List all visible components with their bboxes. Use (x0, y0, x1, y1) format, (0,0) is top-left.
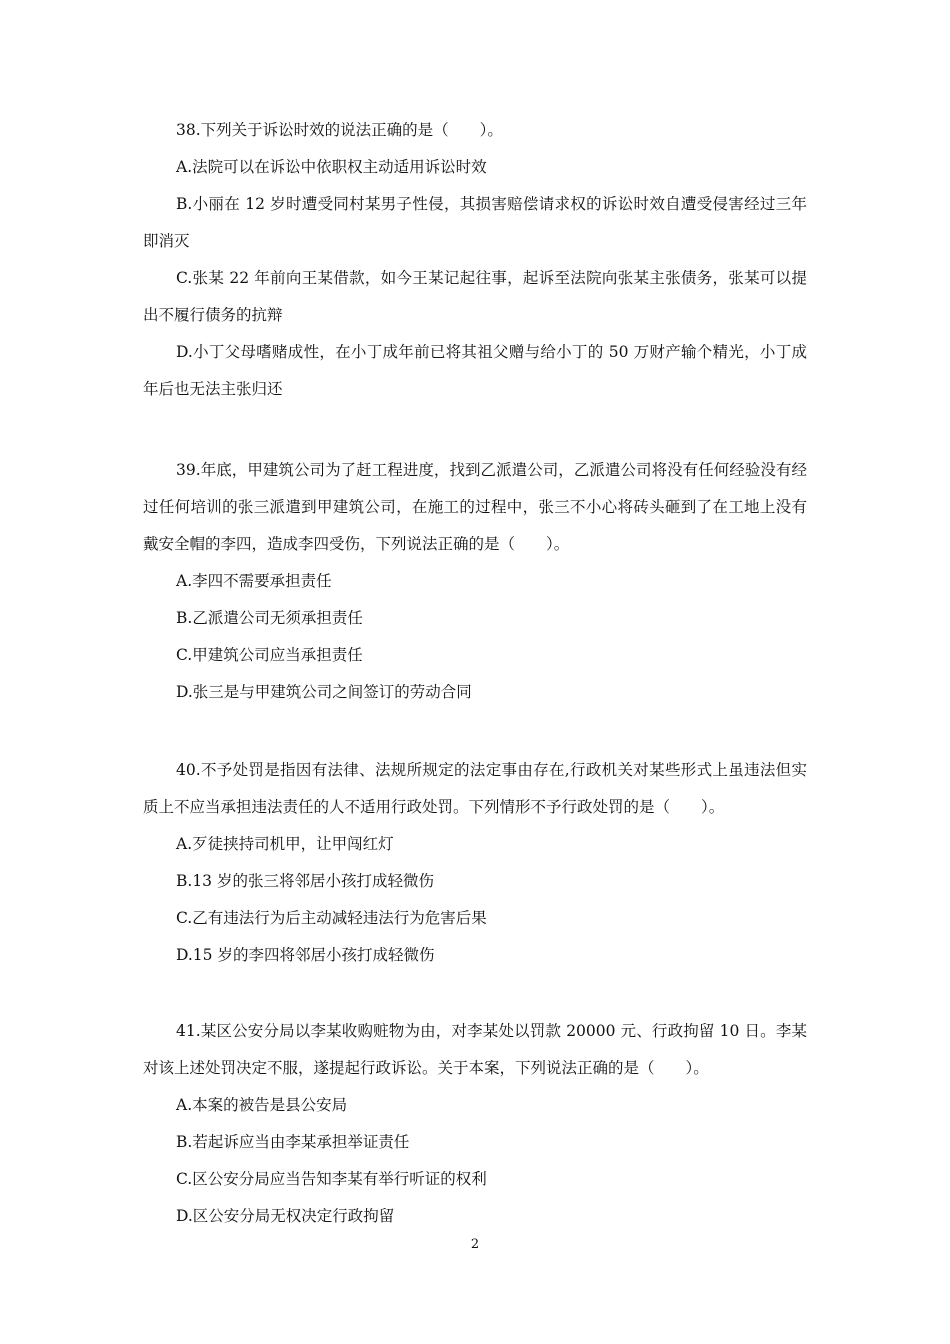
option-c: C.乙有违法行为后主动减轻违法行为危害后果 (176, 909, 487, 927)
question-40 (143, 752, 807, 974)
option-a: A.本案的被告是县公安局 (176, 1096, 348, 1114)
option-a: A.法院可以在诉讼中依职权主动适用诉讼时效 (176, 158, 487, 176)
option-b: B.小丽在 12 岁时遭受同村某男子性侵，其损害赔偿请求权的诉讼时效自遭受侵害经过三年即消灭 (143, 195, 807, 250)
question-stem: 40.不予处罚是指因有法律、法规所规定的法定事由存在,行政机关对某些形式上虽违法但实质上不应当承担违法责任的人不适用行政处罚。下列情形不予行政处罚的是（ ）。 (143, 761, 807, 816)
question-stem: 41.某区公安分局以李某收购赃物为由，对李某处以罚款 20000 元、行政拘留 10 日。李某对该上述处罚决定不服，遂提起行政诉讼。关于本案，下列说法正确的是（ ）。 (143, 1022, 807, 1077)
option-c: C.张某 22 年前向王某借款，如今王某记起往事，起诉至法院向张某主张债务，张某可以提出不履行债务的抗辩 (143, 269, 807, 324)
option-d: D.小丁父母嗜赌成性，在小丁成年前已将其祖父赠与给小丁的 50 万财产输个精光，小丁成年后也无法主张归还 (143, 343, 807, 398)
page-number: 2 (470, 1237, 480, 1252)
option-c: C.甲建筑公司应当承担责任 (176, 646, 363, 664)
question-stem: 38.下列关于诉讼时效的说法正确的是（ ）。 (176, 121, 503, 139)
question-39 (143, 452, 807, 711)
question-38 (143, 112, 807, 408)
option-a: A.李四不需要承担责任 (176, 572, 332, 590)
question-41 (143, 1013, 807, 1235)
option-a: A.歹徒挟持司机甲，让甲闯红灯 (176, 835, 394, 853)
option-d: D.15 岁的李四将邻居小孩打成轻微伤 (176, 946, 435, 964)
option-c: C.区公安分局应当告知李某有举行听证的权利 (176, 1170, 487, 1188)
option-b: B.若起诉应当由李某承担举证责任 (176, 1133, 410, 1151)
question-stem: 39.年底，甲建筑公司为了赶工程进度，找到乙派遣公司，乙派遣公司将没有任何经验没有经过任何培训的张三派遣到甲建筑公司，在施工的过程中，张三不小心将砖头砸到了在工地上没有戴安全帽的李四，造成李四受伤，下列说法正确的是（ ）。 (143, 461, 807, 553)
option-b: B.13 岁的张三将邻居小孩打成轻微伤 (176, 872, 434, 890)
option-b: B.乙派遣公司无须承担责任 (176, 609, 363, 627)
option-d: D.张三是与甲建筑公司之间签订的劳动合同 (176, 683, 472, 701)
option-d: D.区公安分局无权决定行政拘留 (176, 1207, 395, 1225)
